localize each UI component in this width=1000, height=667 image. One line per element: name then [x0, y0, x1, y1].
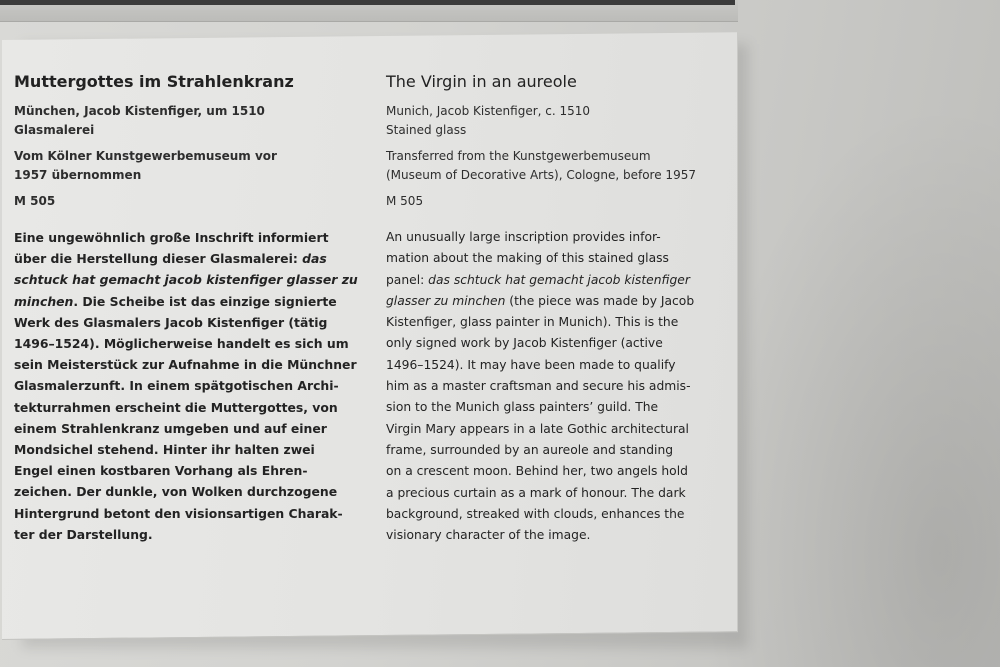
german-line: über die Herstellung dieser Glasmalerei: das: [14, 251, 327, 267]
german-line: ter der Darstellung.: [14, 526, 153, 542]
german-line: Engel einen kostbaren Vorhang als Ehren-: [14, 463, 308, 479]
english-column: [386, 70, 726, 546]
german-maker: München, Jacob Kistenfiger, um 1510: [14, 104, 265, 118]
picture-frame-bottom-edge: [0, 0, 738, 22]
english-maker: Munich, Jacob Kistenfiger, c. 1510: [386, 104, 591, 118]
german-line: Eine ungewöhnlich große Inschrift informiert: [14, 230, 329, 245]
english-line: on a crescent moon. Behind her, two angels hold: [386, 464, 688, 479]
english-title: The Virgin in an aureole: [386, 72, 577, 91]
german-column: [14, 70, 369, 545]
german-line: Glasmalerzunft. In einem spätgotischen Archi-: [14, 378, 339, 394]
german-provenance-1: Vom Kölner Kunstgewerbemuseum vor: [14, 149, 277, 163]
english-line: An unusually large inscription provides infor-: [386, 230, 661, 244]
english-line: panel: das schtuck hat gemacht jacob kistenfiger: [386, 272, 690, 287]
german-line: minchen. Die Scheibe ist das einzige signierte: [14, 293, 337, 309]
german-provenance-2: 1957 übernommen: [14, 168, 142, 182]
english-medium: Stained glass: [386, 123, 467, 137]
frame-edge-line: [0, 0, 735, 5]
german-line: Werk des Glasmalers Jacob Kistenfiger (tätig: [14, 314, 328, 330]
english-line: mation about the making of this stained glass: [386, 251, 669, 266]
english-line: a precious curtain as a mark of honour. The dark: [386, 485, 686, 500]
english-line: only signed work by Jacob Kistenfiger (active: [386, 336, 663, 351]
german-line: einem Strahlenkranz umgeben und auf einer: [14, 420, 327, 436]
english-line: frame, surrounded by an aureole and standing: [386, 442, 674, 457]
english-line: visionary character of the image.: [386, 528, 591, 543]
german-line: sein Meisterstück zur Aufnahme in die Münchner: [14, 357, 357, 373]
english-line: glasser zu minchen (the piece was made by Jacob: [386, 293, 695, 308]
german-line: Mondsichel stehend. Hinter ihr halten zwei: [14, 442, 315, 458]
english-line: 1496–1524). It may have been made to qualify: [386, 357, 676, 372]
english-line: him as a master craftsman and secure his admis-: [386, 379, 691, 394]
english-line: sion to the Munich glass painters’ guild. The: [386, 400, 659, 415]
english-inventory-number: M 505: [386, 194, 424, 208]
german-description: [14, 227, 369, 545]
german-line: 1496–1524). Möglicherweise handelt es sich um: [14, 336, 349, 352]
english-line: background, streaked with clouds, enhances the: [386, 506, 685, 521]
english-provenance-1: Transferred from the Kunstgewerbemuseum: [386, 149, 651, 163]
german-inventory-number: M 505: [14, 194, 56, 208]
german-inscription: schtuck hat gemacht jacob kistenfiger glasser zu: [14, 272, 358, 288]
german-title: Muttergottes im Strahlenkranz: [14, 72, 294, 91]
german-line: tekturrahmen erscheint die Muttergottes, von: [14, 399, 338, 415]
english-description: [386, 227, 726, 546]
english-provenance-2: (Museum of Decorative Arts), Cologne, before 1957: [386, 168, 696, 182]
german-line: zeichen. Der dunkle, von Wolken durchzogene: [14, 484, 338, 500]
english-line: Kistenfiger, glass painter in Munich). This is the: [386, 315, 679, 330]
german-line: Hintergrund betont den visionsartigen Charak-: [14, 505, 343, 521]
german-medium: Glasmalerei: [14, 123, 95, 137]
english-line: Virgin Mary appears in a late Gothic architectural: [386, 421, 689, 436]
